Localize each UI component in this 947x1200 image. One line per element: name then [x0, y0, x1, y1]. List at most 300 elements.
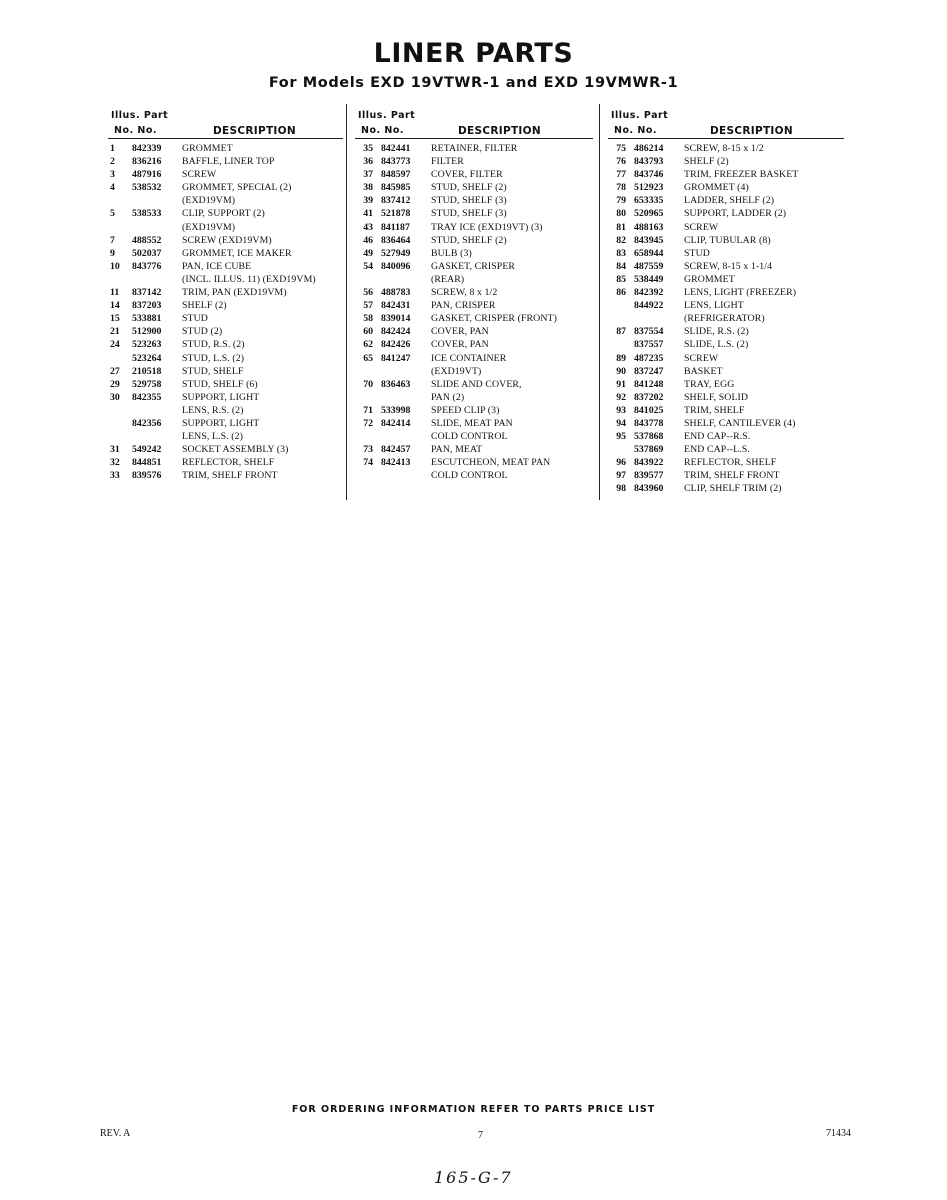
- illus-number: 84: [616, 260, 626, 272]
- part-number: 488783: [381, 287, 411, 299]
- illus-number: 74: [363, 457, 373, 469]
- illus-number: 95: [616, 431, 626, 443]
- part-description: STUD, SHELF: [182, 365, 244, 377]
- part-description: (EXD19VT): [431, 365, 482, 377]
- part-description: SCREW: [684, 352, 719, 364]
- parts-row: [608, 417, 848, 430]
- illus-number: 29: [110, 378, 120, 390]
- illus-number: 82: [616, 234, 626, 246]
- part-description: PAN, ICE CUBE: [182, 260, 252, 272]
- part-description: COLD CONTROL: [431, 470, 508, 482]
- parts-row: [108, 207, 343, 220]
- parts-row: [608, 142, 848, 155]
- parts-row: [355, 417, 593, 430]
- part-number: 837412: [381, 195, 411, 207]
- parts-row: [608, 299, 848, 312]
- parts-row: [108, 155, 343, 168]
- parts-row: [108, 391, 343, 404]
- parts-row: [608, 365, 848, 378]
- parts-row: [108, 325, 343, 338]
- parts-row: [608, 469, 848, 482]
- illus-number: 4: [110, 182, 115, 194]
- part-number: [381, 365, 431, 378]
- part-number: [381, 469, 431, 482]
- part-description: SUPPORT, LADDER (2): [684, 208, 787, 220]
- part-number: 523264: [132, 352, 162, 364]
- parts-row: [355, 247, 593, 260]
- illus-number: 32: [110, 457, 120, 469]
- part-description: (REAR): [431, 273, 465, 285]
- part-number: 537869: [634, 444, 664, 456]
- illus-number: 46: [363, 234, 373, 246]
- illus-number: [608, 338, 634, 351]
- parts-row: [355, 378, 593, 391]
- part-description: PAN, MEAT: [431, 444, 483, 456]
- part-number: 488552: [132, 234, 162, 246]
- illus-number: [355, 391, 381, 404]
- part-description: RETAINER, FILTER: [431, 143, 518, 154]
- part-description: GROMMET, SPECIAL (2): [182, 182, 292, 194]
- illus-number: 91: [616, 378, 626, 390]
- parts-row: [355, 194, 593, 207]
- part-number: 836464: [381, 234, 411, 246]
- illus-number: 10: [110, 260, 120, 272]
- illus-number: [355, 430, 381, 443]
- parts-row: [608, 286, 848, 299]
- illus-number: 71: [363, 404, 373, 416]
- illus-number: 94: [616, 417, 626, 429]
- part-number: 839576: [132, 470, 162, 482]
- illus-number: 2: [110, 156, 115, 168]
- part-number: 837203: [132, 300, 162, 312]
- illus-number: 92: [616, 391, 626, 403]
- part-number: 843945: [634, 234, 664, 246]
- part-number: 538533: [132, 208, 162, 220]
- illus-number: 78: [616, 182, 626, 194]
- illus-number: 83: [616, 247, 626, 259]
- part-description: REFLECTOR, SHELF: [182, 457, 275, 469]
- parts-row: [608, 430, 848, 443]
- part-number: 848597: [381, 169, 411, 181]
- parts-row: [108, 352, 343, 365]
- part-number: 488163: [634, 221, 664, 233]
- parts-row: [355, 404, 593, 417]
- parts-row: [355, 286, 593, 299]
- part-number: 842424: [381, 326, 411, 338]
- part-description: SUPPORT, LIGHT: [182, 417, 260, 429]
- parts-row: [608, 312, 848, 325]
- part-number: 840096: [381, 260, 411, 272]
- illus-number: 65: [363, 352, 373, 364]
- illus-number: [108, 273, 132, 286]
- part-description: STUD: [182, 313, 208, 325]
- part-description: COVER, FILTER: [431, 169, 503, 181]
- part-number: 837142: [132, 287, 162, 299]
- parts-row: [108, 286, 343, 299]
- parts-row: [355, 338, 593, 351]
- part-description: SCREW, 8-15 x 1/2: [684, 143, 764, 154]
- part-description: STUD, SHELF (3): [431, 208, 507, 220]
- parts-row: [355, 391, 593, 404]
- illus-number: 5: [110, 208, 115, 220]
- part-number: 521878: [381, 208, 411, 220]
- parts-row: [608, 404, 848, 417]
- parts-row: [608, 443, 848, 456]
- part-number: 512900: [132, 326, 162, 338]
- part-description: CLIP, SUPPORT (2): [182, 208, 265, 220]
- illus-number: [108, 221, 132, 234]
- part-description: GROMMET: [182, 143, 233, 154]
- part-number: 487559: [634, 260, 664, 272]
- part-description: LENS, L.S. (2): [182, 431, 243, 443]
- part-description: PAN (2): [431, 391, 465, 403]
- part-number: 520965: [634, 208, 664, 220]
- illus-number: 75: [616, 143, 626, 154]
- header-illus-part: Illus. Part: [111, 110, 169, 121]
- part-number: 842457: [381, 444, 411, 456]
- parts-row: [108, 365, 343, 378]
- parts-row: [108, 299, 343, 312]
- part-number: 512923: [634, 182, 664, 194]
- part-number: 538532: [132, 182, 162, 194]
- illus-number: [108, 417, 132, 430]
- parts-row: [108, 142, 343, 155]
- part-description: TRIM, SHELF FRONT: [182, 470, 278, 482]
- illus-number: 80: [616, 208, 626, 220]
- part-number: 529758: [132, 378, 162, 390]
- part-number: 841187: [381, 221, 410, 233]
- part-number: 653335: [634, 195, 664, 207]
- parts-row: [108, 443, 343, 456]
- part-description: LADDER, SHELF (2): [684, 195, 775, 207]
- illus-number: 3: [110, 169, 115, 181]
- part-number: 658944: [634, 247, 664, 259]
- header-no-no: No. No.: [361, 125, 404, 136]
- part-description: SLIDE, L.S. (2): [684, 339, 749, 351]
- part-description: CLIP, SHELF TRIM (2): [684, 483, 782, 495]
- part-number: 843793: [634, 156, 664, 168]
- part-number: [381, 430, 431, 443]
- illus-number: [608, 312, 634, 325]
- part-number: 839577: [634, 470, 664, 482]
- parts-row: [108, 456, 343, 469]
- part-number: 841025: [634, 404, 664, 416]
- parts-row: [608, 325, 848, 338]
- part-number: 842355: [132, 391, 162, 403]
- part-number: 841247: [381, 352, 411, 364]
- parts-row: [108, 247, 343, 260]
- part-number: 842392: [634, 287, 664, 299]
- illus-number: 81: [616, 221, 626, 233]
- parts-row: [108, 338, 343, 351]
- parts-list: [608, 142, 848, 496]
- part-description: SHELF (2): [182, 300, 227, 312]
- illus-number: 56: [363, 287, 373, 299]
- part-description: SHELF, SOLID: [684, 391, 749, 403]
- illus-number: 60: [363, 326, 373, 338]
- part-number: [381, 391, 431, 404]
- part-description: SCREW, 8-15 x 1-1/4: [684, 260, 773, 272]
- illus-number: [355, 365, 381, 378]
- illus-number: 24: [110, 339, 120, 351]
- part-description: SCREW, 8 x 1/2: [431, 287, 498, 299]
- part-description: END CAP--R.S.: [684, 431, 751, 443]
- illus-number: 62: [363, 339, 373, 351]
- parts-row: [608, 207, 848, 220]
- parts-row: [608, 260, 848, 273]
- illus-number: 37: [363, 169, 373, 181]
- part-description: ESCUTCHEON, MEAT PAN: [431, 457, 551, 469]
- header-illus-part: Illus. Part: [358, 110, 416, 121]
- illus-number: 31: [110, 444, 120, 456]
- parts-row: [355, 312, 593, 325]
- part-description: TRIM, SHELF FRONT: [684, 470, 780, 482]
- part-number: 533998: [381, 404, 411, 416]
- part-description: STUD, SHELF (3): [431, 195, 507, 207]
- revision-label: REV. A: [100, 1128, 131, 1139]
- part-description: (REFRIGERATOR): [684, 313, 765, 325]
- illus-number: [355, 273, 381, 286]
- part-number: 843746: [634, 169, 664, 181]
- illus-number: 86: [616, 287, 626, 299]
- illus-number: [108, 430, 132, 443]
- parts-row: [355, 325, 593, 338]
- part-number: 487916: [132, 169, 162, 181]
- part-description: GASKET, CRISPER: [431, 260, 516, 272]
- parts-row: [355, 207, 593, 220]
- parts-row: [608, 378, 848, 391]
- illus-number: 58: [363, 313, 373, 325]
- part-description: SCREW: [182, 169, 217, 181]
- illus-number: 7: [110, 234, 115, 246]
- part-number: 210518: [132, 365, 162, 377]
- column-divider: [599, 104, 600, 500]
- illus-number: 93: [616, 404, 626, 416]
- parts-row: [608, 247, 848, 260]
- column-divider: [346, 104, 347, 500]
- parts-row: [355, 181, 593, 194]
- illus-number: 76: [616, 156, 626, 168]
- illus-number: 43: [363, 221, 373, 233]
- part-number: 836216: [132, 156, 162, 168]
- illus-number: 54: [363, 260, 373, 272]
- parts-row: [608, 273, 848, 286]
- part-number: 502037: [132, 247, 162, 259]
- parts-row: [608, 181, 848, 194]
- part-number: 837202: [634, 391, 664, 403]
- part-number: 549242: [132, 444, 162, 456]
- page-number: 7: [478, 1130, 483, 1141]
- illus-number: [108, 352, 132, 365]
- part-description: COVER, PAN: [431, 339, 489, 351]
- parts-column-2: [355, 108, 593, 482]
- part-description: END CAP--L.S.: [684, 444, 750, 456]
- part-description: LENS, LIGHT: [684, 300, 744, 312]
- illus-number: 90: [616, 365, 626, 377]
- parts-column-1: [108, 108, 343, 482]
- illus-number: 41: [363, 208, 373, 220]
- parts-row: [608, 482, 848, 495]
- part-number: [132, 273, 182, 286]
- part-description: TRAY ICE (EXD19VT) (3): [431, 221, 543, 233]
- parts-row: [108, 234, 343, 247]
- parts-row: [608, 155, 848, 168]
- part-description: COVER, PAN: [431, 326, 489, 338]
- part-number: [132, 404, 182, 417]
- illus-number: [108, 404, 132, 417]
- part-description: REFLECTOR, SHELF: [684, 457, 777, 469]
- part-description: TRAY, EGG: [684, 378, 735, 390]
- illus-number: 39: [363, 195, 373, 207]
- parts-row: [355, 168, 593, 181]
- parts-row: [355, 443, 593, 456]
- part-number: 844851: [132, 457, 162, 469]
- parts-row: [608, 456, 848, 469]
- part-number: [132, 221, 182, 234]
- part-description: BASKET: [684, 365, 723, 377]
- part-number: 837554: [634, 326, 664, 338]
- part-description: TRIM, SHELF: [684, 404, 745, 416]
- illus-number: 11: [110, 287, 120, 299]
- illus-number: [608, 443, 634, 456]
- part-description: STUD, L.S. (2): [182, 352, 245, 364]
- part-number: 836463: [381, 378, 411, 390]
- part-description: GROMMET: [684, 273, 735, 285]
- parts-row: [108, 221, 343, 234]
- column-header: [355, 108, 593, 140]
- parts-row: [108, 260, 343, 273]
- part-number: 538449: [634, 273, 664, 285]
- part-description: STUD, SHELF (6): [182, 378, 258, 390]
- header-no-no: No. No.: [614, 125, 657, 136]
- illus-number: 21: [110, 326, 120, 338]
- part-number: 842339: [132, 143, 162, 154]
- part-number: 533881: [132, 313, 162, 325]
- part-number: 841248: [634, 378, 664, 390]
- illus-number: 97: [616, 470, 626, 482]
- parts-row: [355, 430, 593, 443]
- illus-number: 49: [363, 247, 373, 259]
- parts-row: [108, 378, 343, 391]
- parts-list: [355, 142, 593, 482]
- illus-number: 98: [616, 483, 626, 495]
- parts-row: [108, 168, 343, 181]
- illus-number: 35: [363, 143, 373, 154]
- illus-number: 77: [616, 169, 626, 181]
- part-number: 527949: [381, 247, 411, 259]
- part-number: 487235: [634, 352, 664, 364]
- illus-number: 79: [616, 195, 626, 207]
- page-title: LINER PARTS: [373, 38, 574, 69]
- part-description: ICE CONTAINER: [431, 352, 507, 364]
- part-number: 843773: [381, 156, 411, 168]
- header-description: DESCRIPTION: [458, 125, 541, 137]
- part-description: TRIM, PAN (EXD19VM): [182, 287, 287, 299]
- column-header: [108, 108, 343, 140]
- parts-row: [108, 194, 343, 207]
- parts-row: [108, 273, 343, 286]
- part-number: 843778: [634, 417, 664, 429]
- part-description: LENS, R.S. (2): [182, 404, 244, 416]
- part-description: PAN, CRISPER: [431, 300, 496, 312]
- page-subtitle: For Models EXD 19VTWR-1 and EXD 19VMWR-1: [268, 75, 679, 91]
- document-number: 71434: [826, 1128, 851, 1139]
- part-description: BULB (3): [431, 247, 472, 259]
- part-number: 843776: [132, 260, 162, 272]
- part-description: LENS, LIGHT (FREEZER): [684, 287, 797, 299]
- illus-number: [108, 194, 132, 207]
- part-number: 837557: [634, 339, 664, 351]
- part-description: STUD (2): [182, 326, 223, 338]
- header-no-no: No. No.: [114, 125, 157, 136]
- illus-number: 15: [110, 313, 120, 325]
- parts-row: [355, 155, 593, 168]
- parts-row: [608, 352, 848, 365]
- parts-row: [355, 260, 593, 273]
- parts-list: [108, 142, 343, 482]
- parts-row: [355, 221, 593, 234]
- part-description: GROMMET, ICE MAKER: [182, 247, 292, 259]
- parts-row: [355, 234, 593, 247]
- part-number: 839014: [381, 313, 411, 325]
- parts-row: [108, 417, 343, 430]
- part-number: 537868: [634, 431, 664, 443]
- illus-number: 33: [110, 470, 120, 482]
- parts-row: [108, 430, 343, 443]
- part-description: BAFFLE, LINER TOP: [182, 156, 275, 168]
- parts-column-3: [608, 108, 848, 496]
- part-number: 842431: [381, 300, 411, 312]
- part-description: SHELF, CANTILEVER (4): [684, 417, 796, 429]
- part-number: 842414: [381, 417, 411, 429]
- part-number: 523263: [132, 339, 162, 351]
- part-number: 842413: [381, 457, 411, 469]
- part-description: STUD, R.S. (2): [182, 339, 245, 351]
- illus-number: [355, 469, 381, 482]
- part-description: STUD, SHELF (2): [431, 234, 507, 246]
- parts-row: [608, 391, 848, 404]
- part-number: 486214: [634, 143, 664, 154]
- part-number: 843922: [634, 457, 664, 469]
- parts-row: [108, 469, 343, 482]
- part-number: [132, 430, 182, 443]
- part-number: 842426: [381, 339, 411, 351]
- illus-number: 85: [616, 273, 626, 285]
- illus-number: 70: [363, 378, 373, 390]
- part-number: 845985: [381, 182, 411, 194]
- part-description: SHELF (2): [684, 156, 729, 168]
- part-description: SLIDE, R.S. (2): [684, 326, 749, 338]
- parts-row: [355, 299, 593, 312]
- part-description: SLIDE AND COVER,: [431, 378, 522, 390]
- parts-row: [608, 234, 848, 247]
- illus-number: 9: [110, 247, 115, 259]
- illus-number: 96: [616, 457, 626, 469]
- header-description: DESCRIPTION: [710, 125, 793, 137]
- part-number: 837247: [634, 365, 664, 377]
- column-header: [608, 108, 848, 140]
- part-description: SOCKET ASSEMBLY (3): [182, 444, 289, 456]
- parts-row: [355, 352, 593, 365]
- part-description: SLIDE, MEAT PAN: [431, 417, 513, 429]
- parts-row: [355, 273, 593, 286]
- illus-number: 72: [363, 417, 373, 429]
- illus-number: 30: [110, 391, 120, 403]
- part-description: STUD, SHELF (2): [431, 182, 507, 194]
- illus-number: 1: [110, 143, 115, 154]
- parts-row: [355, 142, 593, 155]
- illus-number: 27: [110, 365, 120, 377]
